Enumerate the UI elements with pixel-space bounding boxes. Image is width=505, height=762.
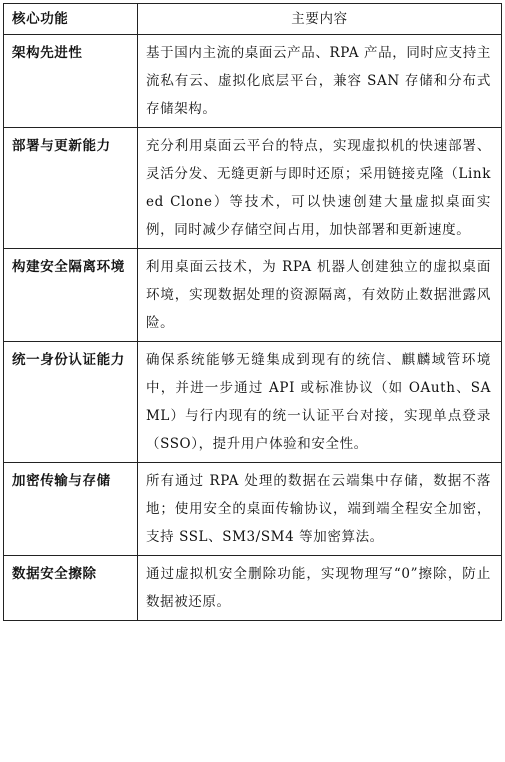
row-feature-cell: 构建安全隔离环境 <box>4 249 138 342</box>
row-content-cell: 充分利用桌面云平台的特点，实现虚拟机的快速部署、灵活分发、无缝更新与即时还原；采用链接克隆（Linked Clone）等技术，可以快速创建大量虚拟桌面实例，同时减少存储空间占用，加快部署和更新速度。 <box>138 128 502 249</box>
table-row <box>4 556 502 621</box>
row-content-cell: 所有通过 RPA 处理的数据在云端集中存储，数据不落地；使用安全的桌面传输协议，端到端全程安全加密，支持 SSL、SM3/SM4 等加密算法。 <box>138 463 502 556</box>
row-content-cell: 基于国内主流的桌面云产品、RPA 产品，同时应支持主流私有云、虚拟化底层平台，兼容 SAN 存储和分布式存储架构。 <box>138 35 502 128</box>
feature-table-container <box>3 3 501 621</box>
row-content-cell: 利用桌面云技术，为 RPA 机器人创建独立的虚拟桌面环境，实现数据处理的资源隔离，有效防止数据泄露风险。 <box>138 249 502 342</box>
table-row <box>4 249 502 342</box>
table-header-row <box>4 4 502 35</box>
table-row <box>4 35 502 128</box>
row-feature-cell: 加密传输与存储 <box>4 463 138 556</box>
header-core-function: 核心功能 <box>4 4 138 35</box>
header-main-content: 主要内容 <box>138 4 502 35</box>
row-content-cell: 通过虚拟机安全删除功能，实现物理写“0”擦除，防止数据被还原。 <box>138 556 502 621</box>
row-feature-cell: 部署与更新能力 <box>4 128 138 249</box>
table-row <box>4 463 502 556</box>
row-feature-cell: 统一身份认证能力 <box>4 342 138 463</box>
row-feature-cell: 架构先进性 <box>4 35 138 128</box>
table-row <box>4 128 502 249</box>
row-feature-cell: 数据安全擦除 <box>4 556 138 621</box>
core-features-table <box>3 3 502 621</box>
row-content-cell: 确保系统能够无缝集成到现有的统信、麒麟域管环境中，并进一步通过 API 或标准协议（如 OAuth、SAML）与行内现有的统一认证平台对接，实现单点登录（SSO），提升用户体验和安全性。 <box>138 342 502 463</box>
table-row <box>4 342 502 463</box>
